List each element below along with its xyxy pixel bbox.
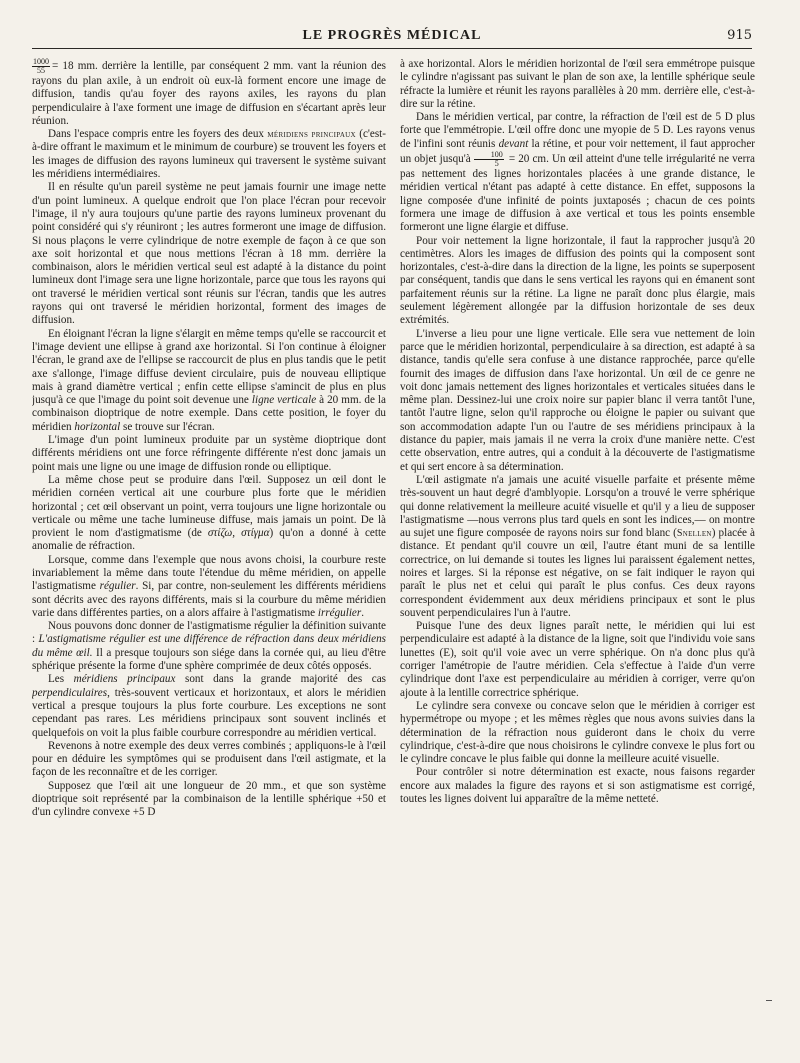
paragraph: Dans l'espace compris entre les foyers des deux méridiens principaux (c'est-à-dire offrant le maximum et le minimum de courbure) se trouvent les foyers et les images de diffusion des rayons lumineux qui traversent le système suivant les méridiens intermédiaires.	[32, 128, 386, 181]
paragraph: à axe horizontal. Alors le méridien horizontal de l'œil sera emmétrope puisque le cylindre n'agissant pas suivant le plan de son axe, la lentille sphérique seule réfracte la lumière et réunit les rayons parallèles à 20 mm. derrière elle, c'est-à-dire sur la rétine.	[400, 58, 755, 110]
paragraph: La même chose peut se produire dans l'œil. Supposez un œil dont le méridien cornéen vertical ait une courbure plus forte que le méridien horizontal ; cet œil observant un point, verra toujours une ligne horizontale ou verticale ou même une tache lumineuse diffuse, mais jamais un point. De là provient le nom d'astigmatisme (de στίζω, στίγμα) qu'on a donné à cette anomalie de réfraction.	[32, 473, 386, 553]
paragraph: $\frac{1000}{55}$ = 18 mm. derrière la lentille, par conséquent 2 mm. vant la réunion des rayons du plan axile, à un endroit où eux-là forment encore une image de diffusion, tandis qu'au foyer des rayons axiles, les rayons du plan perpendiculaire à l'axe forment une image de diffusion en s'écartant après leur réunion.	[32, 58, 386, 127]
paragraph: L'œil astigmate n'a jamais une acuité visuelle parfaite et présente même très-souvent un haut degré d'amblyopie. Lorsqu'on a trouvé le verre sphérique qui donne relativement la meilleure acuité visuelle et qu'il y a lieu de supposer l'astigmatisme —nous verrons plus tard quels en sont les indices,— on montre au sujet une figure composée de rayons noirs sur fond blanc (Snellen) placée à distance. Et pendant qu'il couvre un œil, l'autre étant muni de sa lentille correctrice, on lui demande si toutes les lignes lui paraissent également nettes, noires et larges. Si la réponse est négative, on se fait indiquer le rayon qui paraît le plus net et celui qui paraît le plus confus. Ces deux rayons correspondent évidemment aux deux méridiens principaux et sont le plus souvent perpendiculaires l'un à l'autre.	[400, 473, 755, 619]
paragraph: Nous pouvons donc donner de l'astigmatisme régulier la définition suivante : L'astigmatisme régulier est une différence de réfraction dans deux méridiens du même œil. Il a presque toujours son siége dans la cornée qui, au lieu d'être sphérique présente la forme d'une sphère comprimée de deux côtés opposés.	[32, 620, 386, 673]
paragraph: Il en résulte qu'un pareil système ne peut jamais fournir une image nette d'un point lumineux. A quelque endroit que l'on place l'écran pour recevoir l'image, il n'y aura toujours qu'une partie des rayons lumineux provenant du point considéré qui s'y réuniront ; les autres formeront une image de diffusion. Si nous plaçons le verre cylindrique de notre exemple de façon à ce que son axe soit horizontal et que nous mettions l'écran à 18 mm. derrière la combinaison, alors le méridien vertical seul est adapté à la distance du point lumineux dont l'image sera une ligne horizontale, parce que tous les rayons qui ont traversé le méridien vertical sont réunis sur l'écran, tandis que les autres rayons qui ont traversé le méridien horizontal, forment des images de diffusion.	[32, 181, 386, 327]
paragraph: Dans le méridien vertical, par contre, la réfraction de l'œil est de 5 D plus forte que l'emmétropie. L'œil offre donc une myopie de 5 D. Les rayons venus de l'infini sont réunis devant la rétine, et pour voir nettement, il faut approcher un objet jusqu'à $\frac{100}{5}$ = 20 cm. Un œil atteint d'une telle irrégularité ne verra pas nettement des lignes horizontales placées à une grande distance, le méridien vertical n'étant pas adapté à cette distance. En effet, supposons la ligne composée d'une infinité de points juxtaposés ; chacun de ces points formera une image de diffusion à axe vertical et tous les points ensemble formeront une ligne élargie et diffuse.	[400, 111, 755, 234]
paragraph: Puisque l'une des deux lignes paraît nette, le méridien qui lui est perpendiculaire est adapté à la distance de la ligne, soit que l'individu voie sans lunettes (E), soit qu'il voie avec un verre sphérique. On n'a donc plus qu'à corriger l'amétropie de l'autre méridien. Cela s'effectue à l'aide d'un verre cylindrique dont l'axe est perpendiculaire au méridien à corriger, verre qu'on ajoute à la lentille correctrice sphérique.	[400, 620, 755, 699]
journal-title: LE PROGRÈS MÉDICAL	[302, 28, 482, 43]
paragraph: Les méridiens principaux sont dans la grande majorité des cas perpendiculaires, très-souvent verticaux et horizontaux, et alors le méridien vertical a presque toujours la plus forte courbure. Les exceptions ne sont cependant pas rares. Les méridiens principaux sont souvent inclinés et quelquefois on voit la plus faible courbure correspondre au méridien vertical.	[32, 673, 386, 739]
paragraph: En éloignant l'écran la ligne s'élargit en même temps qu'elle se raccourcit et l'image devient une ellipse à grand axe horizontal. Si l'on continue à éloigner l'écran, le grand axe de l'ellipse se raccourcit de plus en plus tandis que le petit axe s'allonge, l'image diffuse devient circulaire, puis de nouveau elliptique mais à grand diamètre vertical ; enfin cette ellipse s'amincit de plus en plus jusqu'à ce que l'image du point soit devenue une ligne verticale à 20 mm. de la combinaison dioptrique de notre exemple. Dans cette position, le foyer du méridien horizontal se trouve sur l'écran.	[32, 327, 386, 433]
right-column	[400, 58, 755, 1023]
left-column	[32, 58, 386, 1023]
paragraph: Supposez que l'œil ait une longueur de 20 mm., et que son système dioptrique soit représenté par la combinaison de la lentille sphérique +50 et d'un cylindre convexe +5 D	[32, 779, 386, 819]
paragraph: L'image d'un point lumineux produite par un système dioptrique dont différents méridiens ont une force réfringente différente n'est donc jamais un point mais une ligne ou une image de diffusion ronde ou elliptique.	[32, 434, 386, 473]
fraction: $\frac{1000}{55}$	[33, 58, 49, 75]
small-caps-term: méridiens principaux	[267, 129, 356, 141]
greek-term: στίζω, στίγμα	[207, 527, 270, 540]
running-header	[32, 28, 752, 49]
author-name: Snellen	[676, 528, 712, 540]
margin-mark	[766, 1000, 772, 1001]
paragraph: Pour contrôler si notre détermination est exacte, nous faisons regarder encore aux malades la figure des rayons et si son astigmatisme est corrigé, toutes les lignes doivent lui apparaître de la même netteté.	[400, 766, 755, 806]
definition: L'astigmatisme régulier est une différence de réfraction dans deux méridiens du même œil.	[32, 633, 386, 659]
paragraph: Pour voir nettement la ligne horizontale, il faut la rapprocher jusqu'à 20 centimètres. Alors les images de diffusion des points qui la composent sont horizontales, c'est-à-dire dans la direction de la ligne, les points se superposent par conséquent, tandis que dans le sens vertical les rayons qui en émanent sont parfaitement réunis sur la rétine. La ligne ne paraît donc plus élargie, mais seulement légèrement allongée par la diffusion horizontale de ses deux extrémités.	[400, 234, 755, 327]
fraction: $\frac{100}{5}$	[474, 151, 504, 168]
paragraph: Lorsque, comme dans l'exemple que nous avons choisi, la courbure reste invariablement la même dans toute l'étendue du même méridien, on appelle l'astigmatisme régulier. Si, par contre, non-seulement les différents méridiens sont décrits avec des rayons différents, mais si la courbure du même méridien varie dans différentes parties, on a alors affaire à l'astigmatisme irrégulier.	[32, 553, 386, 619]
paragraph: Revenons à notre exemple des deux verres combinés ; appliquons-le à l'œil pour en déduire les symptômes qui se produisent dans l'œil astigmate, et la façon de les reconnaître et de les corriger.	[32, 739, 386, 779]
page-number: 915	[727, 28, 752, 43]
paragraph: L'inverse a lieu pour une ligne verticale. Elle sera vue nettement de loin parce que le méridien horizontal, perpendiculaire à sa direction, est adapté à sa distance, tandis qu'elle sera confuse à une distance rapprochée, parce qu'elle fournit des images de diffusion dans l'axe horizontal. Un œil de ce genre ne voit donc jamais nettement des lignes horizontales et verticales situées dans le même plan. Dessinez-lui une croix noire sur papier blanc il verra tantôt l'une, tantôt l'autre ligne, selon qu'il rapproche ou éloigne le papier ou suivant que son accommodation adapte l'un ou l'autre de ses méridiens principaux à la distance du papier, mais jamais il ne verra la croix d'une manière nette. C'est cette observation, entre autres, qui a conduit à la découverte de l'astigmatisme et qui sert encore à sa détermination.	[400, 327, 755, 473]
paragraph: Le cylindre sera convexe ou concave selon que le méridien à corriger est hypermétrope ou myope ; et les mêmes règles que nous avons suivies dans la détermination de la réfraction nous guideront dans le choix du verre cylindrique, c'est-à-dire que nous choisirons le cylindre convexe le plus fort ou le cylindre concave le plus faible qui donne la meilleure acuité visuelle.	[400, 699, 755, 766]
